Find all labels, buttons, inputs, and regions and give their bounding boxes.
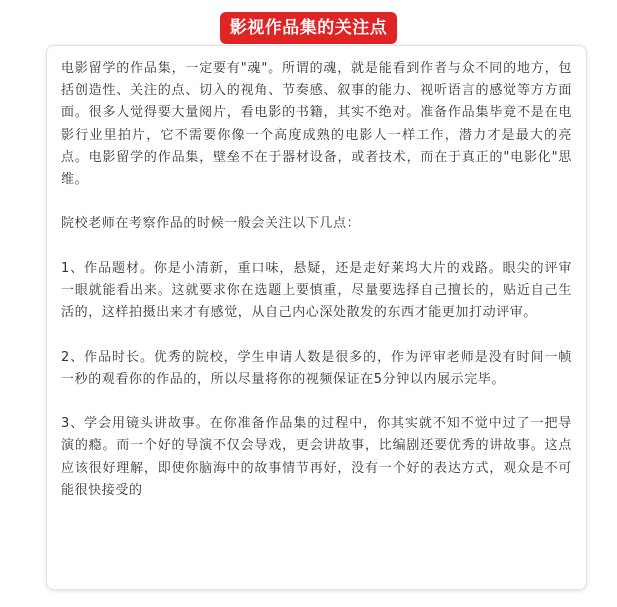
lead-paragraph: 院校老师在考察作品的时候一般会关注以下几点： (61, 216, 361, 232)
title-wrapper (0, 12, 617, 44)
point-paragraph-1: 1、作品题材。你是小清新，重口味，悬疑，还是走好莱坞大片的戏路。眼尖的评审一眼就能看出来。这就要求你在选题上要慎重，尽量要选择自己擅长的，贴近自己生活的，这样拍摄出来才有感觉，从自己内心深处散发的东西才能更加打动评审。 (61, 260, 572, 321)
paragraph-spacer (61, 391, 572, 413)
intro-paragraph: 电影留学的作品集，一定要有"魂"。所谓的魂，就是能看到作者与众不同的地方，包括创造性、关注的点、切入的视角、节奏感、叙事的能力、视听语言的感觉等方方面面。很多人觉得要大量阅片，看电影的书籍，其实不绝对。准备作品集毕竟不是在电影行业里拍片，它不需要你像一个高度成熟的电影人一样工作，潜力才是最大的亮点。电影留学的作品集，壁垒不在于器材设备，或者技术，而在于真正的"电影化"思维。 (61, 61, 572, 188)
article-card (46, 45, 587, 590)
paragraph-spacer (61, 324, 572, 346)
point-paragraph-3: 3、学会用镜头讲故事。在你准备作品集的过程中，你其实就不知不觉中过了一把导演的瘾。而一个好的导演不仅会导戏，更会讲故事，比编剧还要优秀的讲故事。这点应该很好理解，即使你脑海中的故事情节再好，没有一个好的表达方式，观众是不可能很快接受的 (61, 416, 572, 498)
paragraph-spacer (61, 191, 572, 213)
paragraph-spacer (61, 236, 572, 258)
point-paragraph-2: 2、作品时长。优秀的院校，学生申请人数是很多的，作为评审老师是没有时间一帧一秒的观看你的作品的，所以尽量将你的视频保证在5分钟以内展示完毕。 (61, 349, 572, 387)
page-title: 影视作品集的关注点 (220, 12, 398, 44)
